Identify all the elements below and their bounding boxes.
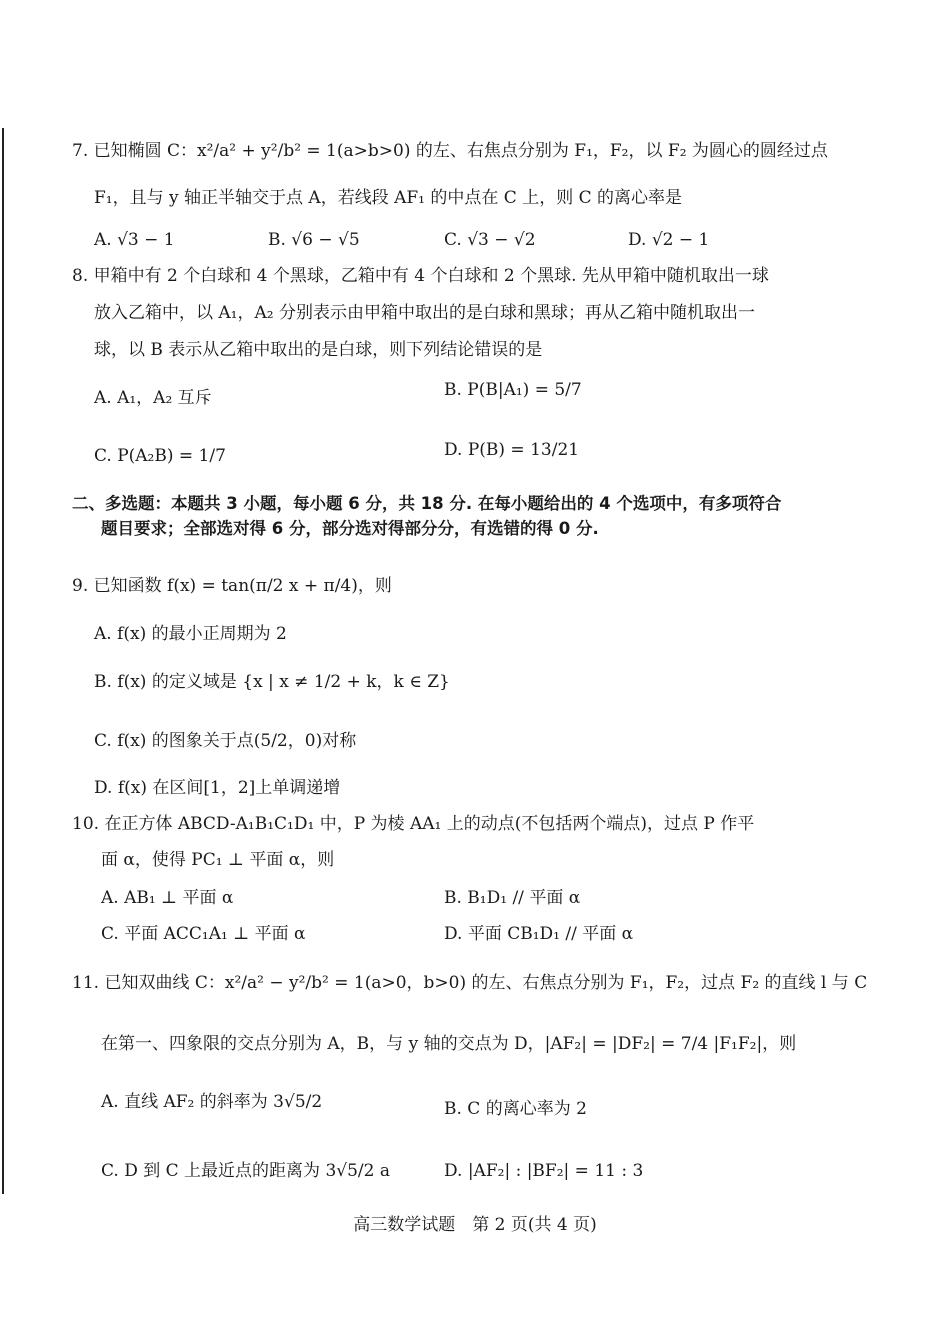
q11-stem-line1: 11. 已知双曲线 C：x²/a² − y²/b² = 1(a>0，b>0) 的左、右焦点分别为 F₁，F₂，过点 F₂ 的直线 l 与 C xyxy=(72,973,868,993)
q9-option-a: A. f(x) 的最小正周期为 2 xyxy=(94,624,287,644)
q7-option-b: B. √6 − √5 xyxy=(268,230,360,250)
q11-option-c: C. D 到 C 上最近点的距离为 3√5/2 a xyxy=(101,1161,391,1181)
left-margin-rule xyxy=(2,128,4,1194)
q7-option-c: C. √3 − √2 xyxy=(444,230,536,250)
q8-option-b: B. P(B|A₁) = 5/7 xyxy=(444,380,582,400)
section2-heading-line1: 二、多选题：本题共 3 小题，每小题 6 分，共 18 分. 在每小题给出的 4 个选项中，有多项符合 xyxy=(72,494,782,513)
q8-option-c: C. P(A₂B) = 1/7 xyxy=(94,446,226,466)
q8-stem-line1: 8. 甲箱中有 2 个白球和 4 个黑球，乙箱中有 4 个白球和 2 个黑球. 先从甲箱中随机取出一球 xyxy=(72,266,769,286)
q10-option-b: B. B₁D₁ // 平面 α xyxy=(444,888,581,908)
q7-option-a: A. √3 − 1 xyxy=(94,230,175,250)
q9-option-c: C. f(x) 的图象关于点(5/2，0)对称 xyxy=(94,731,357,751)
q10-option-c: C. 平面 ACC₁A₁ ⊥ 平面 α xyxy=(101,924,306,944)
q10-stem-line2: 面 α，使得 PC₁ ⊥ 平面 α，则 xyxy=(101,850,335,870)
q11-option-b: B. C 的离心率为 2 xyxy=(444,1099,587,1119)
q8-stem-line3: 球，以 B 表示从乙箱中取出的是白球，则下列结论错误的是 xyxy=(94,340,543,360)
q11-stem-line2: 在第一、四象限的交点分别为 A，B，与 y 轴的交点为 D，|AF₂| = |DF₂| = 7/4 |F₁F₂|，则 xyxy=(101,1034,797,1054)
q7-stem-line1: 7. 已知椭圆 C：x²/a² + y²/b² = 1(a>b>0) 的左、右焦点分别为 F₁，F₂，以 F₂ 为圆心的圆经过点 xyxy=(72,141,828,161)
q7-stem-line2: F₁，且与 y 轴正半轴交于点 A，若线段 AF₁ 的中点在 C 上，则 C 的离心率是 xyxy=(94,188,683,208)
q9-stem: 9. 已知函数 f(x) = tan(π/2 x + π/4)，则 xyxy=(72,576,392,596)
page-footer: 高三数学试题 第 2 页(共 4 页) xyxy=(353,1215,597,1235)
q11-option-d: D. |AF₂| : |BF₂| = 11 : 3 xyxy=(444,1161,644,1181)
q8-option-a: A. A₁，A₂ 互斥 xyxy=(94,388,212,408)
q9-option-d: D. f(x) 在区间[1，2]上单调递增 xyxy=(94,778,341,798)
q10-stem-line1: 10. 在正方体 ABCD-A₁B₁C₁D₁ 中，P 为棱 AA₁ 上的动点(不包括两个端点)，过点 P 作平 xyxy=(72,814,755,834)
q8-option-d: D. P(B) = 13/21 xyxy=(444,440,580,460)
q8-stem-line2: 放入乙箱中，以 A₁，A₂ 分别表示由甲箱中取出的是白球和黑球；再从乙箱中随机取出一 xyxy=(94,303,755,323)
q10-option-a: A. AB₁ ⊥ 平面 α xyxy=(101,888,234,908)
q9-option-b: B. f(x) 的定义域是 {x | x ≠ 1/2 + k，k ∈ Z} xyxy=(94,672,450,692)
q10-option-d: D. 平面 CB₁D₁ // 平面 α xyxy=(444,924,634,944)
q7-option-d: D. √2 − 1 xyxy=(628,230,710,250)
section2-heading-line2: 题目要求；全部选对得 6 分，部分选对得部分分，有选错的得 0 分. xyxy=(101,519,599,538)
q11-option-a: A. 直线 AF₂ 的斜率为 3√5/2 xyxy=(101,1092,323,1112)
